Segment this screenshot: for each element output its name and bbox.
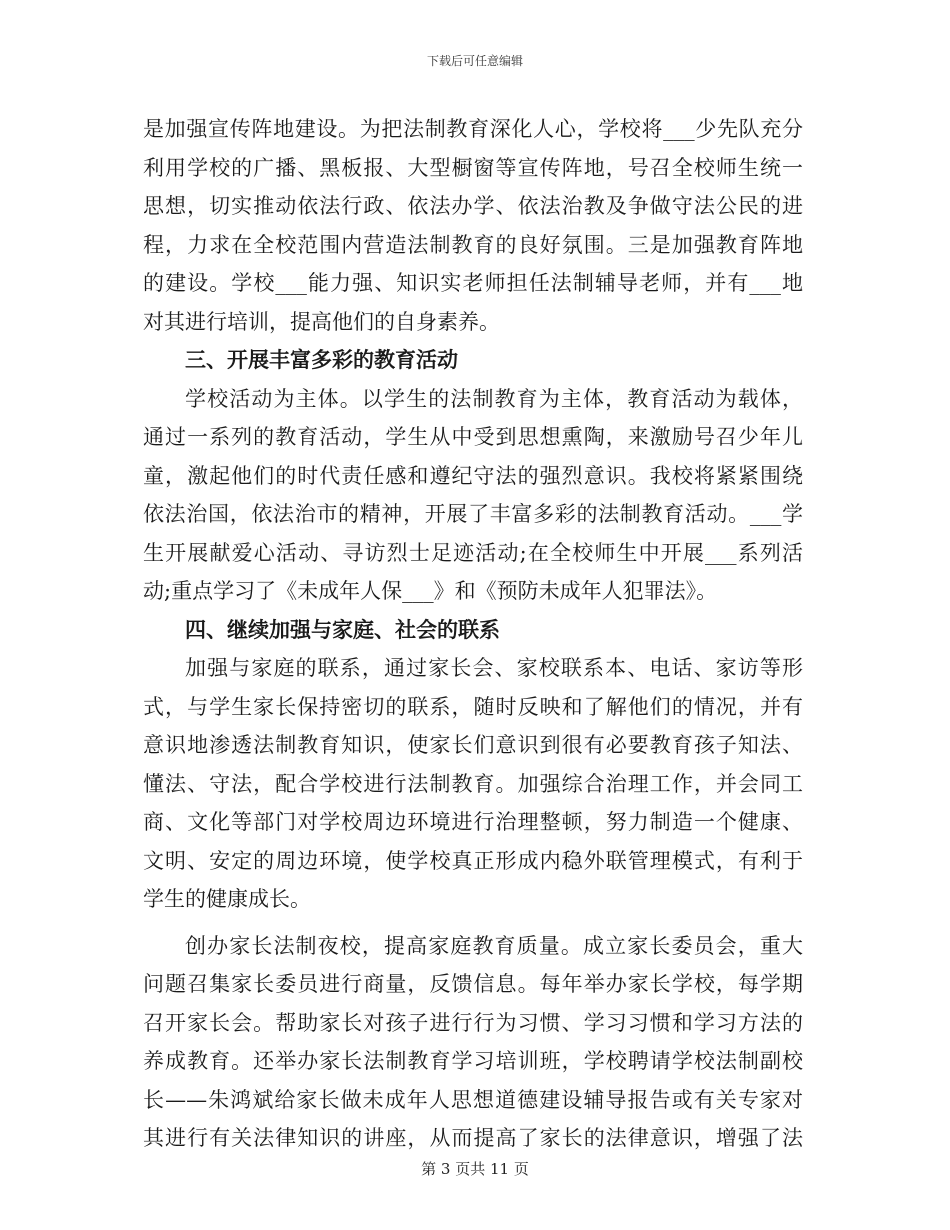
text-line: 文明、安定的周边环境，使学校真正形成内稳外联管理模式，有利于: [143, 848, 803, 873]
document-body: [143, 110, 803, 1158]
text-line: 生开展献爱心活动、寻访烈士足迹活动;在全校师生中开展___系列活: [143, 540, 803, 565]
text-line: 加强与家庭的联系，通过家长会、家校联系本、电话、家访等形: [185, 656, 803, 680]
text-line: 养成教育。还举办家长法制教育学习培训班，学校聘请学校法制副校: [143, 1049, 803, 1073]
text-line: 学生的健康成长。: [143, 887, 311, 911]
text-line: 长——朱鸿斌给家长做未成年人思想道德建设辅导报告或有关专家对: [143, 1087, 803, 1112]
section-heading: 四、继续加强与家庭、社会的联系: [185, 617, 500, 642]
text-line: 懂法、守法，配合学校进行法制教育。加强综合治理工作，并会同工: [143, 771, 803, 796]
text-line: 是加强宣传阵地建设。为把法制教育深化人心，学校将___少先队充分: [143, 117, 803, 141]
page-number: 第 3 页共 11 页: [421, 1160, 529, 1178]
text-line: 其进行有关法律知识的讲座，从而提高了家长的法律意识，增强了法: [143, 1126, 803, 1150]
page-header: 下载后可任意编辑: [426, 54, 523, 68]
text-line: 问题召集家长委员进行商量，反馈信息。每年举办家长学校，每学期: [143, 972, 803, 996]
text-line: 思想，切实推动依法行政、依法办学、依法治教及争做守法公民的进: [143, 194, 803, 218]
text-line: 动;重点学习了《未成年人保___》和《预防未成年人犯罪法》。: [143, 579, 718, 603]
text-line: 利用学校的广播、黑板报、大型橱窗等宣传阵地，号召全校师生统一: [143, 155, 803, 180]
paragraph-gap: [143, 919, 803, 927]
text-line: 程，力求在全校范围内营造法制教育的良好氛围。三是加强教育阵地: [143, 232, 803, 257]
text-line: 商、文化等部门对学校周边环境进行治理整顿，努力制造一个健康、: [143, 810, 803, 834]
text-line: 学校活动为主体。以学生的法制教育为主体，教育活动为载体，: [185, 386, 803, 411]
text-line: 通过一系列的教育活动，学生从中受到思想熏陶，来激励号召少年儿: [143, 425, 803, 449]
text-line: 对其进行培训，提高他们的自身素养。: [143, 309, 500, 334]
text-line: 创办家长法制夜校，提高家庭教育质量。成立家长委员会，重大: [185, 933, 803, 958]
text-line: 的建设。学校___能力强、知识实老师担任法制辅导老师，并有___地: [143, 271, 803, 295]
text-line: 依法治国，依法治市的精神，开展了丰富多彩的法制教育活动。___学: [143, 502, 803, 526]
text-line: 童，激起他们的时代责任感和遵纪守法的强烈意识。我校将紧紧围绕: [143, 463, 803, 488]
text-line: 意识地渗透法制教育知识，使家长们意识到很有必要教育孩子知法、: [143, 733, 803, 757]
section-heading: 三、开展丰富多彩的教育活动: [185, 348, 458, 372]
text-line: 式，与学生家长保持密切的联系，随时反映和了解他们的情况，并有: [143, 694, 803, 719]
text-line: 召开家长会。帮助家长对孩子进行行为习惯、学习习惯和学习方法的: [143, 1010, 803, 1035]
